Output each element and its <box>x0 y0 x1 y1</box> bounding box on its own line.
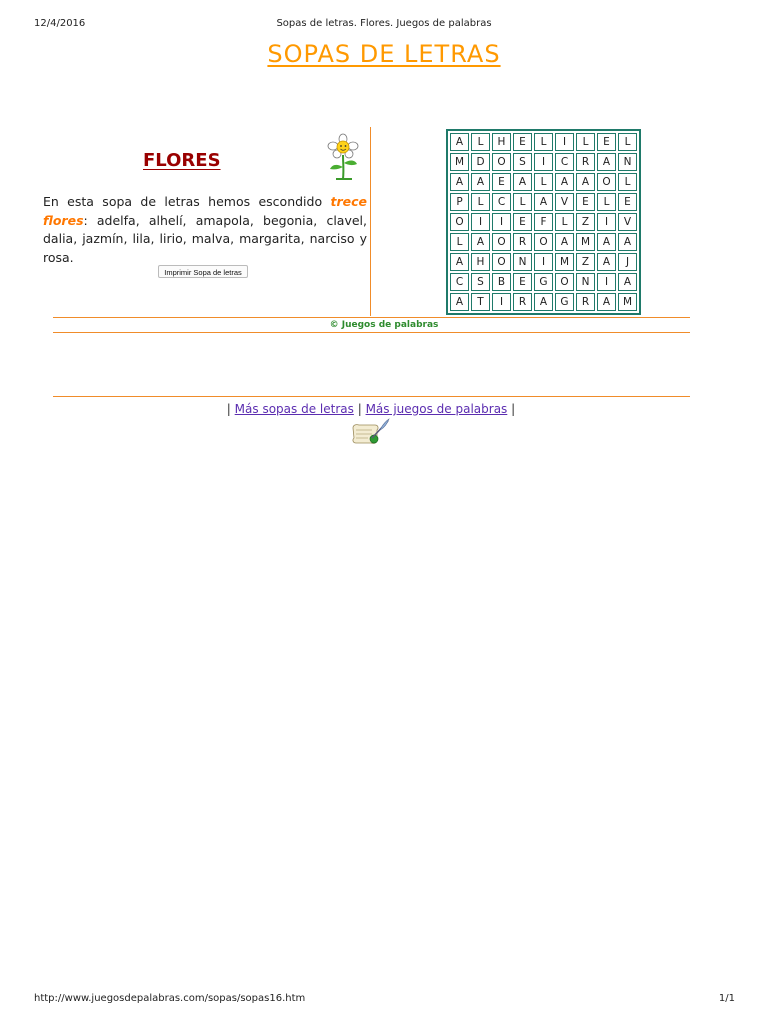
grid-cell: V <box>555 193 574 211</box>
grid-cell: M <box>618 293 637 311</box>
grid-cell: H <box>492 133 511 151</box>
puzzle-description <box>43 193 367 267</box>
grid-row <box>450 273 637 291</box>
grid-cell: R <box>576 293 595 311</box>
grid-cell: E <box>513 133 532 151</box>
page-title-text: SOPAS DE LETRAS <box>267 40 501 68</box>
grid-cell: I <box>534 153 553 171</box>
grid-cell: O <box>492 153 511 171</box>
grid-cell: A <box>471 233 490 251</box>
desc-intro: En esta sopa de letras hemos escondido <box>43 194 331 209</box>
grid-cell: A <box>597 293 616 311</box>
grid-cell: L <box>618 133 637 151</box>
grid-row <box>450 233 637 251</box>
link-separator: | <box>357 402 362 416</box>
column-divider <box>370 127 371 316</box>
grid-cell: A <box>597 233 616 251</box>
grid-cell: Z <box>576 213 595 231</box>
grid-cell: T <box>471 293 490 311</box>
grid-cell: E <box>492 173 511 191</box>
grid-cell: R <box>576 153 595 171</box>
grid-cell: B <box>492 273 511 291</box>
grid-cell: I <box>597 273 616 291</box>
grid-cell: N <box>618 153 637 171</box>
grid-cell: C <box>450 273 469 291</box>
more-puzzles-link[interactable]: Más sopas de letras <box>234 402 354 416</box>
grid-cell: C <box>492 193 511 211</box>
grid-cell: N <box>513 253 532 271</box>
grid-cell: O <box>597 173 616 191</box>
grid-cell: L <box>513 193 532 211</box>
grid-row <box>450 133 637 151</box>
grid-cell: S <box>513 153 532 171</box>
grid-cell: A <box>534 293 553 311</box>
grid-cell: L <box>555 213 574 231</box>
print-date: 12/4/2016 <box>34 18 86 29</box>
print-page-title: Sopas de letras. Flores. Juegos de palabras <box>276 18 492 29</box>
grid-row <box>450 153 637 171</box>
grid-cell: A <box>555 173 574 191</box>
grid-cell: R <box>513 233 532 251</box>
grid-cell: I <box>492 293 511 311</box>
grid-cell: A <box>471 173 490 191</box>
grid-cell: R <box>513 293 532 311</box>
grid-cell: M <box>450 153 469 171</box>
grid-cell: G <box>555 293 574 311</box>
grid-cell: A <box>576 173 595 191</box>
grid-cell: L <box>618 173 637 191</box>
grid-cell: H <box>471 253 490 271</box>
grid-row <box>450 213 637 231</box>
grid-cell: D <box>471 153 490 171</box>
grid-cell: A <box>597 253 616 271</box>
divider-top <box>53 317 690 318</box>
nav-links <box>0 402 742 416</box>
link-separator: | <box>226 402 231 416</box>
grid-cell: E <box>618 193 637 211</box>
grid-cell: A <box>555 233 574 251</box>
print-page-number: 1/1 <box>718 993 735 1004</box>
grid-cell: L <box>471 133 490 151</box>
grid-cell: V <box>618 213 637 231</box>
grid-cell: A <box>534 193 553 211</box>
print-url: http://www.juegosdepalabras.com/sopas/sopas16.htm <box>34 993 306 1004</box>
copyright: © Juegos de palabras <box>329 320 439 330</box>
divider-bottom <box>53 396 690 397</box>
grid-cell: I <box>555 133 574 151</box>
grid-cell: I <box>471 213 490 231</box>
grid-cell: A <box>618 233 637 251</box>
grid-cell: A <box>513 173 532 191</box>
more-games-link[interactable]: Más juegos de palabras <box>365 402 508 416</box>
grid-row <box>450 293 637 311</box>
divider-middle <box>53 332 690 333</box>
grid-cell: L <box>534 133 553 151</box>
grid-cell: S <box>471 273 490 291</box>
grid-row <box>450 193 637 211</box>
grid-cell: E <box>597 133 616 151</box>
grid-cell: A <box>618 273 637 291</box>
grid-cell: O <box>555 273 574 291</box>
link-separator: | <box>511 402 516 416</box>
grid-cell: L <box>597 193 616 211</box>
grid-cell: E <box>513 213 532 231</box>
grid-cell: F <box>534 213 553 231</box>
grid-cell: A <box>597 153 616 171</box>
grid-cell: E <box>513 273 532 291</box>
scroll-quill-icon <box>350 418 390 446</box>
desc-highlight: trece flores <box>43 194 367 228</box>
grid-cell: P <box>450 193 469 211</box>
grid-cell: M <box>555 253 574 271</box>
grid-cell: L <box>534 173 553 191</box>
grid-cell: L <box>576 133 595 151</box>
word-search-grid <box>446 129 641 315</box>
puzzle-title: FLORES <box>143 150 221 171</box>
print-puzzle-button[interactable]: Imprimir Sopa de letras <box>158 265 248 278</box>
flower-icon <box>326 133 362 181</box>
grid-cell: A <box>450 293 469 311</box>
grid-cell: O <box>534 233 553 251</box>
grid-row <box>450 253 637 271</box>
grid-cell: L <box>450 233 469 251</box>
grid-cell: M <box>576 233 595 251</box>
grid-cell: Z <box>576 253 595 271</box>
grid-row <box>450 173 637 191</box>
grid-cell: J <box>618 253 637 271</box>
desc-word-list: : adelfa, alhelí, amapola, begonia, clavel, dalia, jazmín, lila, lirio, malva, margarita, narciso y rosa. <box>43 212 367 265</box>
grid-cell: C <box>555 153 574 171</box>
grid-cell: A <box>450 253 469 271</box>
grid-cell: L <box>471 193 490 211</box>
grid-cell: A <box>450 133 469 151</box>
grid-cell: O <box>450 213 469 231</box>
grid-cell: I <box>534 253 553 271</box>
grid-cell: E <box>576 193 595 211</box>
grid-cell: N <box>576 273 595 291</box>
grid-cell: I <box>492 213 511 231</box>
grid-cell: I <box>597 213 616 231</box>
page-title <box>0 40 768 68</box>
grid-cell: O <box>492 233 511 251</box>
grid-cell: G <box>534 273 553 291</box>
grid-cell: O <box>492 253 511 271</box>
grid-cell: A <box>450 173 469 191</box>
